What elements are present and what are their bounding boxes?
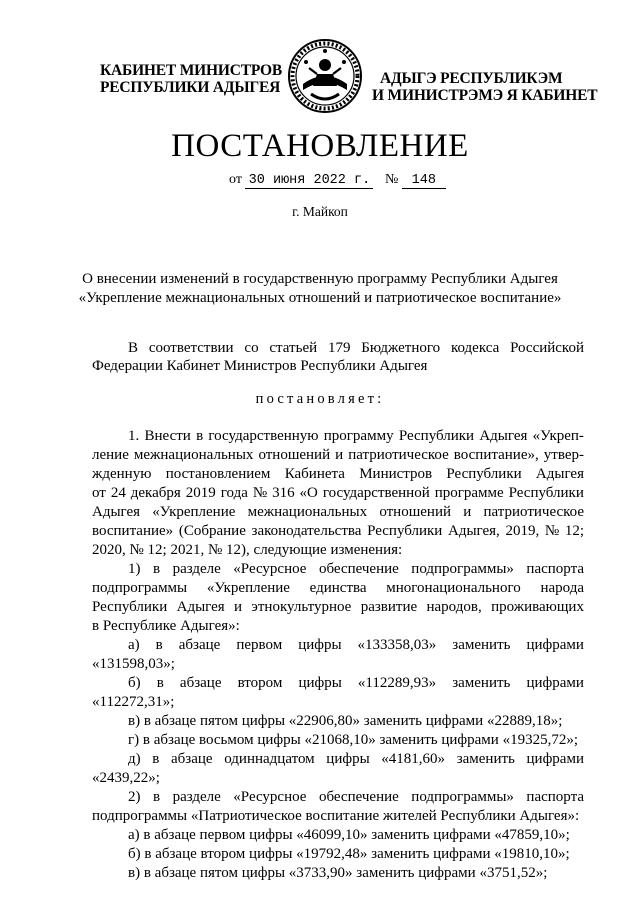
body-line (92, 447, 584, 464)
document-subject (0, 270, 640, 308)
word: отношений (379, 504, 452, 520)
word: воспитание» (92, 523, 174, 539)
body-line (92, 599, 584, 616)
word: межнациональных (247, 504, 368, 520)
word: ление (92, 447, 129, 463)
word: постановлением (165, 466, 271, 482)
word: цифры (298, 637, 342, 653)
word: патриотическое (483, 504, 584, 520)
word: и (335, 447, 344, 463)
word: кодекса (450, 340, 500, 356)
word: от (92, 485, 106, 501)
subject-line: О внесении изменений в государственную программу Республики Адыгея (82, 271, 558, 287)
word: подпрограммы (92, 580, 188, 596)
issuer-name-line: И МИНИСТРЭМЭ Я КАБИНЕТ (372, 87, 598, 104)
word: № (544, 523, 560, 539)
word: одиннадцатом (224, 751, 315, 767)
word: а) (128, 637, 140, 653)
word: Республики (508, 485, 584, 501)
word: народа (540, 580, 584, 596)
word: программе (434, 485, 504, 501)
word: 12; (564, 523, 584, 539)
word: Республики (446, 466, 522, 482)
word: В (128, 340, 139, 356)
word: многонационального (386, 580, 521, 596)
word: заменить (452, 675, 511, 691)
word: государственную (208, 428, 319, 444)
body-line (92, 504, 584, 521)
word: «Укрепление (152, 504, 236, 520)
word: заменить (456, 751, 515, 767)
word: паспорта (526, 789, 584, 805)
date-number-line (229, 172, 446, 189)
body-line: а) в абзаце первом цифры «46099,10» заменить цифрами «47859,10»; (128, 827, 570, 843)
body-line: «2439,22»; (92, 770, 160, 786)
word: «Ресурсное (233, 789, 307, 805)
preamble-line: Федерации Кабинет Министров Республики Адыгея (92, 358, 428, 374)
word: абзаце (171, 751, 213, 767)
word: статьей (269, 340, 318, 356)
word: абзаце (179, 675, 222, 691)
word: единства (309, 580, 367, 596)
number-sign: № (384, 172, 399, 187)
word: «112289,93» (357, 675, 437, 691)
word: абзаце (178, 637, 221, 653)
word: обеспечение (318, 789, 399, 805)
word: патриотическое (348, 447, 449, 463)
word: Кабинета (284, 466, 345, 482)
word: этнокультурное (251, 599, 352, 615)
word: цифрами (526, 675, 584, 691)
word: «Укрепление (206, 580, 290, 596)
word: первом (236, 637, 283, 653)
word: воспитание», (453, 447, 539, 463)
word: Адыгея (535, 466, 584, 482)
word: государственной (322, 485, 430, 501)
issuer-name-line: КАБИНЕТ МИНИСТРОВ (100, 62, 283, 79)
word: паспорта (526, 561, 584, 577)
date-prefix: от (229, 172, 242, 187)
word: в (196, 428, 204, 444)
word: жденную (92, 466, 152, 482)
word: и (234, 599, 243, 615)
word: д) (128, 751, 141, 767)
body-line: «131598,03»; (92, 656, 175, 672)
word: программу (323, 428, 394, 444)
body-line: «112272,31»; (92, 694, 175, 710)
word: 2) (128, 789, 141, 805)
word: утвер- (543, 447, 584, 463)
document-city: г. Майкоп (292, 204, 348, 219)
body-line: в) в абзаце пятом цифры «22906,80» заменить цифрами «22889,18»; (128, 713, 563, 729)
word: «Укреп- (532, 428, 584, 444)
word: «Ресурсное (233, 561, 307, 577)
word: Адыгея, (447, 523, 500, 539)
word: «133358,03» (357, 637, 437, 653)
word: Адыгея (92, 504, 141, 520)
body-line (92, 523, 584, 540)
word: законодательства (251, 523, 362, 539)
word: 24 (110, 485, 126, 501)
body-line: г) в абзаце восьмом цифры «21068,10» заменить цифрами «19325,72»; (128, 732, 578, 748)
word: 2019, (505, 523, 540, 539)
word: в (152, 789, 161, 805)
issuer-name-line: РЕСПУБЛИКИ АДЫГЕЯ (100, 79, 281, 96)
word: и (463, 504, 472, 520)
word: 316 (272, 485, 295, 501)
body-line (92, 485, 584, 502)
issuer-name-russian (100, 62, 282, 96)
body-line (92, 466, 584, 483)
body-line (128, 675, 584, 692)
preamble-line (128, 340, 584, 357)
issuer-name-line: АДЫГЭ РЕСПУБЛИКЭМ (380, 70, 563, 87)
word: «О (299, 485, 318, 501)
body-line: подпрограммы «Патриотическое воспитание жителей Республики Адыгея»: (92, 808, 580, 824)
word: 1) (128, 561, 141, 577)
word: (Собрание (178, 523, 246, 539)
body-line: б) в абзаце втором цифры «19792,48» заменить цифрами «19810,10»; (128, 846, 570, 862)
word: № (252, 485, 268, 501)
word: отношений (258, 447, 331, 463)
word: соответствии (148, 340, 234, 356)
word: Адыгея (176, 599, 225, 615)
body-line (128, 561, 584, 578)
body-line (128, 751, 584, 768)
subject-line: «Укрепление межнациональных отношений и патриотическое воспитание» (78, 290, 562, 306)
word: цифрами (526, 637, 584, 653)
document-date: 30 июня 2022 г. (245, 173, 373, 189)
word: проживающих (491, 599, 584, 615)
word: развитие (360, 599, 418, 615)
word: Министров (359, 466, 433, 482)
body-line: 2020, № 12; 2021, № 12), следующие изменения: (92, 542, 403, 558)
body-line (128, 428, 584, 445)
document-number: 148 (402, 173, 446, 189)
word: подпрограммы» (411, 561, 514, 577)
word: Республики (367, 523, 443, 539)
document-title: ПОСТАНОВЛЕНИЕ (171, 128, 469, 164)
word: со (244, 340, 259, 356)
word: Бюджетного (361, 340, 441, 356)
word: в (156, 675, 164, 691)
body-line (92, 580, 584, 597)
body-line: в) в абзаце пятом цифры «3733,90» заменить цифрами «3751,52»; (128, 865, 548, 881)
issuer-name-adyghe (372, 70, 597, 104)
word: цифрами (526, 751, 584, 767)
word: Российской (510, 340, 584, 356)
word: декабря (130, 485, 181, 501)
word: б) (128, 675, 141, 691)
word: народов, (426, 599, 482, 615)
resolution-word: постановляет: (255, 391, 385, 407)
word: разделе (172, 561, 221, 577)
word: цифры (298, 675, 342, 691)
word: 2019 (185, 485, 216, 501)
word: разделе (172, 789, 221, 805)
adygea-coat-of-arms-icon (287, 38, 363, 114)
word: цифры (326, 751, 370, 767)
body-line: в Республике Адыгея»: (92, 618, 240, 634)
word: 179 (327, 340, 351, 356)
word: подпрограммы» (411, 789, 514, 805)
word: межнациональных (133, 447, 254, 463)
word: Республики (92, 599, 168, 615)
body-line (128, 637, 584, 654)
word: обеспечение (318, 561, 399, 577)
word: в (155, 637, 163, 653)
word: 1. (128, 428, 140, 444)
word: в (152, 751, 160, 767)
word: Внести (144, 428, 191, 444)
word: года (220, 485, 248, 501)
word: в (152, 561, 161, 577)
body-line (128, 789, 584, 806)
word: втором (237, 675, 283, 691)
word: заменить (452, 637, 511, 653)
word: Республики (398, 428, 475, 444)
word: «4181,60» (381, 751, 446, 767)
word: Адыгея (479, 428, 528, 444)
